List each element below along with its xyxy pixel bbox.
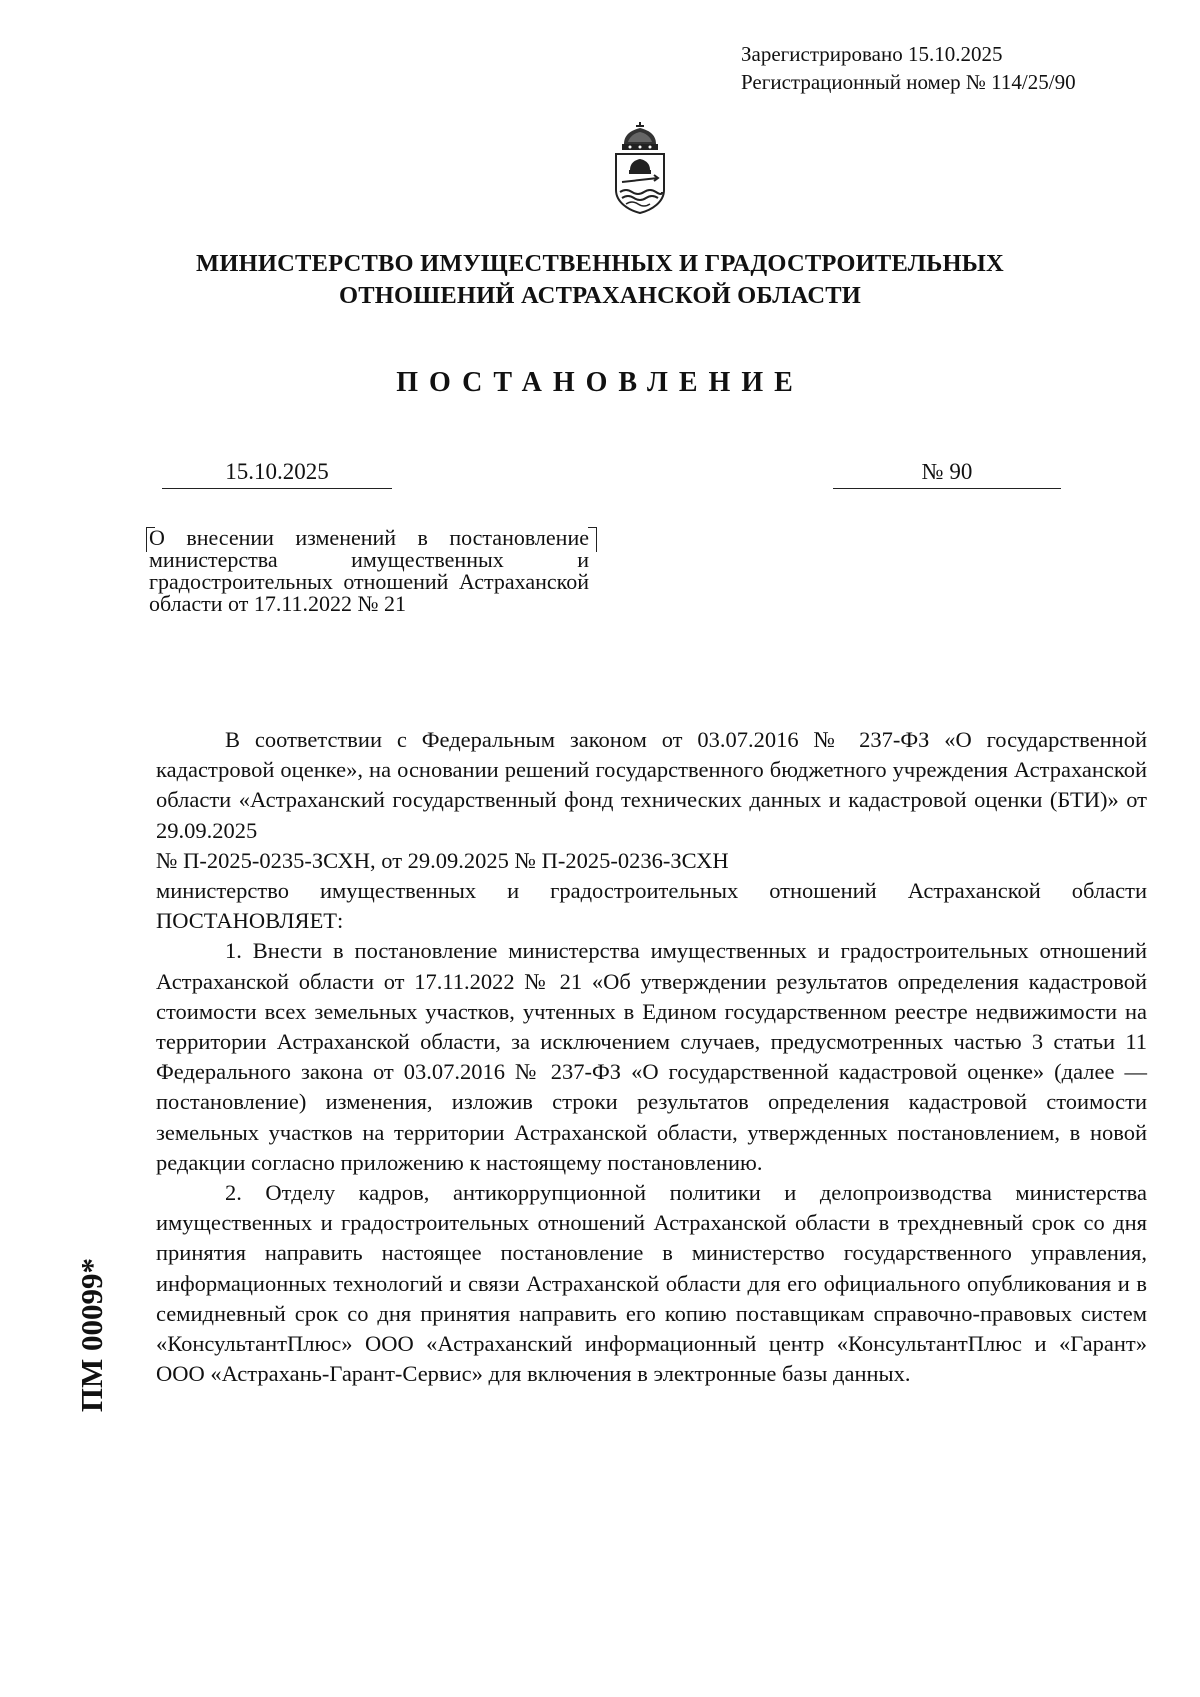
decision-references: № П-2025-0235-ЗСХН, от 29.09.2025 № П-2025-0236-ЗСХН <box>156 847 729 873</box>
subject-text: О внесении изменений в постановление министерства имущественных и градостроительных отношений Астраханской области от 17.11.2022 № 21 <box>149 525 589 616</box>
document-number: № 90 <box>833 459 1061 489</box>
side-stamp-text: ПМ 00099* <box>74 1257 109 1413</box>
registration-date: Зарегистрировано 15.10.2025 <box>741 42 1003 66</box>
ministry-name-line1: МИНИСТЕРСТВО ИМУЩЕСТВЕННЫХ И ГРАДОСТРОИТЕЛЬНЫХ <box>196 250 1004 277</box>
item-1-paragraph: 1. Внести в постановление министерства имущественных и градостроительных отношений Астраханской области от 17.11.2022 № 21 «Об утверждении результатов определения кадастровой стоимости всех земельных участков, учтенных в Едином государственном реестре недвижимости на территории Астраханской области, за исключением случаев, предусмотренных частью 3 статьи 11 Федерального закона от 03.07.2016 № 237-ФЗ «О государственной кадастровой оценке» (далее — постановление) изменения, изложив строки результатов определения кадастровой стоимости земельных участков на территории Астраханской области, утвержденных постановлением, в новой редакции согласно приложению к настоящему постановлению. <box>156 938 1147 1175</box>
subject-bracket-right <box>588 527 597 552</box>
astrakhan-coat-of-arms-icon <box>608 120 672 216</box>
document-subject <box>149 527 589 615</box>
subject-bracket-left <box>146 527 155 552</box>
ministry-name-line2: ОТНОШЕНИЙ АСТРАХАНСКОЙ ОБЛАСТИ <box>338 282 862 309</box>
preamble-paragraph: В соответствии с Федеральным законом от 03.07.2016 № 237-ФЗ «О государственной кадастровой оценке», на основании решений государственного бюджетного учреждения Астраханской области «Астраханский государственный фонд технических данных и кадастровой оценки (БТИ)» от 29.09.2025 <box>156 727 1147 843</box>
decree-paragraph: министерство имущественных и градостроительных отношений Астраханской области ПОСТАНОВЛЯЕТ: <box>156 878 1147 934</box>
ministry-name <box>150 248 1050 312</box>
registration-number: Регистрационный номер № 114/25/90 <box>741 70 1076 94</box>
document-body <box>156 725 1147 1389</box>
document-date: 15.10.2025 <box>162 459 392 489</box>
document-type-title: ПОСТАНОВЛЕНИЕ <box>396 367 804 398</box>
item-2-paragraph: 2. Отделу кадров, антикоррупционной политики и делопроизводства министерства имущественных и градостроительных отношений Астраханской области в трехдневный срок со дня принятия направить настоящее постановление в министерство государственного управления, информационных технологий и связи Астраханской области для его официального опубликования и в семидневный срок со дня принятия направить его копию поставщикам справочно-правовых систем «КонсультантПлюс» ООО «Астраханский информационный центр «КонсультантПлюс и «Гарант» ООО «Астрахань-Гарант-Сервис» для включения в электронные базы данных. <box>156 1180 1147 1387</box>
registration-stamp <box>741 40 1076 96</box>
side-stamp <box>62 1215 122 1455</box>
